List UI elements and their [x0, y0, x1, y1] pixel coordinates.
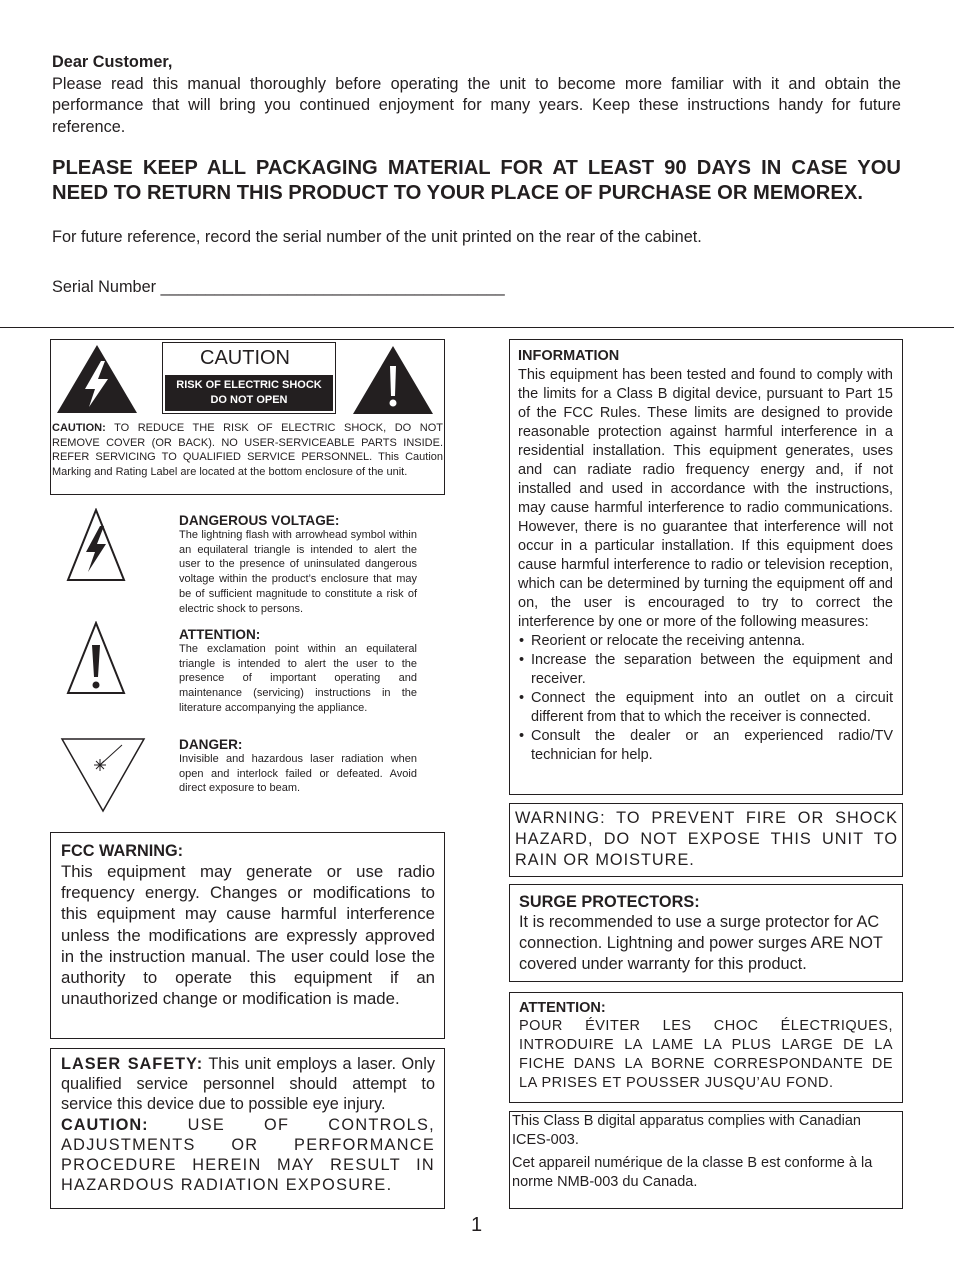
dangerous-voltage-icon [66, 508, 126, 582]
surge-protectors-text: It is recommended to use a surge protector for AC connection. Lightning and power surges ARE NOT covered under warranty for this product. [519, 913, 883, 973]
symbol-text: The lightning flash with arrowhead symbol within an equilateral triangle is intended to alert the user to the presence of uninsulated dangerous voltage within the product’s enclosure that may be of sufficient magnitude to constitute a risk of electric shock to persons. [179, 529, 417, 615]
laser-caution-lead: CAUTION: [61, 1115, 149, 1134]
symbol-title: DANGEROUS VOLTAGE: [179, 513, 340, 528]
caution-label-box [50, 339, 445, 495]
symbol-danger [179, 737, 417, 796]
caution-label-text: CAUTION: TO REDUCE THE RISK OF ELECTRIC SHOCK, DO NOT REMOVE COVER (OR BACK). NO USER-SERVICEABLE PARTS INSIDE. REFER SERVICING TO QUALIFIED SERVICE PERSONNEL. This Caution Marking and Rating Label are located at the bottom enclosure of the unit. [52, 422, 443, 478]
list-item: • Consult the dealer or an experienced radio/TV technician for help. [518, 727, 893, 765]
section-divider [0, 327, 954, 328]
fire-shock-warning: WARNING: TO PREVENT FIRE OR SHOCK HAZARD, DO NOT EXPOSE THIS UNIT TO RAIN OR MOISTURE. [509, 803, 903, 877]
caution-label-line2: DO NOT OPEN [210, 394, 288, 406]
symbol-text: Invisible and hazardous laser radiation when open and interlock failed or defeated. Avoid direct exposure to beam. [179, 753, 417, 795]
fcc-warning-title: FCC WARNING: [61, 842, 184, 860]
laser-warning-icon [60, 737, 146, 813]
fcc-warning-text: This equipment may generate or use radio frequency energy. Changes or modifications to this equipment may cause harmful interference unless the modifications are expressly approved in the instruction manual. The user could lose the authority to operate this equipment if an unauthorized change or modification is made. [61, 862, 435, 1009]
fcc-warning-box [50, 832, 445, 1039]
attention-french-text: POUR ÉVITER LES CHOC ÉLECTRIQUES, INTRODUIRE LA LAME LA PLUS LARGE DE LA FICHE DANS LA BORNE CORRESPONDANTE DE LA PRISES ET POUSSER JUSQU’AU FOND. [519, 1018, 893, 1091]
serial-number-line [52, 278, 505, 297]
page-number: 1 [471, 1214, 483, 1236]
symbol-dangerous-voltage [179, 513, 417, 616]
exclamation-icon [66, 621, 126, 695]
attention-french-box [509, 992, 903, 1103]
caution-label-title: CAUTION [200, 347, 290, 369]
list-item: • Connect the equipment into an outlet on a circuit different from that to which the receiver is connected. [518, 689, 893, 727]
surge-protectors-box [509, 884, 903, 982]
symbol-title: DANGER: [179, 737, 243, 752]
information-box [509, 339, 903, 795]
exclamation-triangle-icon [351, 344, 435, 416]
laser-safety-title: LASER SAFETY: [61, 1055, 204, 1073]
canada-compliance-box [509, 1111, 903, 1209]
greeting: Dear Customer, [52, 53, 173, 71]
caution-label-line1: RISK OF ELECTRIC SHOCK [176, 379, 322, 391]
information-title: INFORMATION [518, 348, 620, 364]
laser-caution-paragraph [61, 1115, 435, 1196]
laser-safety-box [50, 1048, 445, 1209]
measures-list [518, 632, 893, 765]
laser-caution-text: USE OF CONTROLS, ADJUSTMENTS OR PERFORMANCE PROCEDURE HEREIN MAY RESULT IN HAZARDOUS RADIATION EXPOSURE. [61, 1115, 435, 1195]
intro-section [52, 52, 901, 138]
lightning-triangle-icon [55, 343, 139, 415]
serial-number-blank: ______________________________________ [160, 278, 505, 296]
list-item: • Reorient or relocate the receiving antenna. [518, 632, 893, 651]
attention-french-title: ATTENTION: [519, 1000, 606, 1016]
packaging-notice: PLEASE KEEP ALL PACKAGING MATERIAL FOR AT LEAST 90 DAYS IN CASE YOU NEED TO RETURN THIS PRODUCT TO YOUR PLACE OF PURCHASE OR MEMOREX. [52, 157, 901, 204]
list-item: • Increase the separation between the equipment and receiver. [518, 651, 893, 689]
surge-protectors-title: SURGE PROTECTORS: [519, 893, 700, 911]
intro-body: Please read this manual thoroughly before operating the unit to become more familiar with it and obtain the performance that will bring you continued enjoyment for many years. Keep these instructions handy for future reference. [52, 74, 901, 136]
serial-number-label: Serial Number [52, 278, 157, 296]
laser-safety-paragraph [61, 1054, 435, 1115]
symbol-attention [179, 627, 417, 716]
caution-label-banner [165, 375, 333, 411]
future-reference-text: For future reference, record the serial number of the unit printed on the rear of the cabinet. [52, 228, 702, 246]
symbol-title: ATTENTION: [179, 627, 261, 642]
caution-label [162, 342, 336, 414]
laser-safety-text: This unit employs a laser. Only qualified service personnel should attempt to service this device due to possible eye injury. [61, 1055, 435, 1114]
symbol-text: The exclamation point within an equilateral triangle is intended to alert the user to the presence of important operating and maintenance (servicing) instructions in the literature accompanying the appliance. [179, 643, 417, 714]
canada-compliance-en: This Class B digital apparatus complies with Canadian ICES-003. [512, 1113, 861, 1148]
information-text: This equipment has been tested and found to comply with the limits for a Class B digital device, pursuant to Part 15 of the FCC Rules. These limits are designed to provide reasonable protection against harmful interference in a residential installation. This equipment generates, uses and can radiate radio frequency energy and, if not installed and used in accordance with the instructions, may cause harmful interference to radio communications. However, there is no guarantee that interference will not occur in a particular installation. If this equipment does cause harmful interference to radio or television reception, which can be determined by turning the equipment off and on, the user is encouraged to try to correct the interference by one or more of the following measures: [518, 367, 893, 630]
canada-compliance-fr: Cet appareil numérique de la classe B est conforme à la norme NMB-003 du Canada. [512, 1155, 873, 1190]
